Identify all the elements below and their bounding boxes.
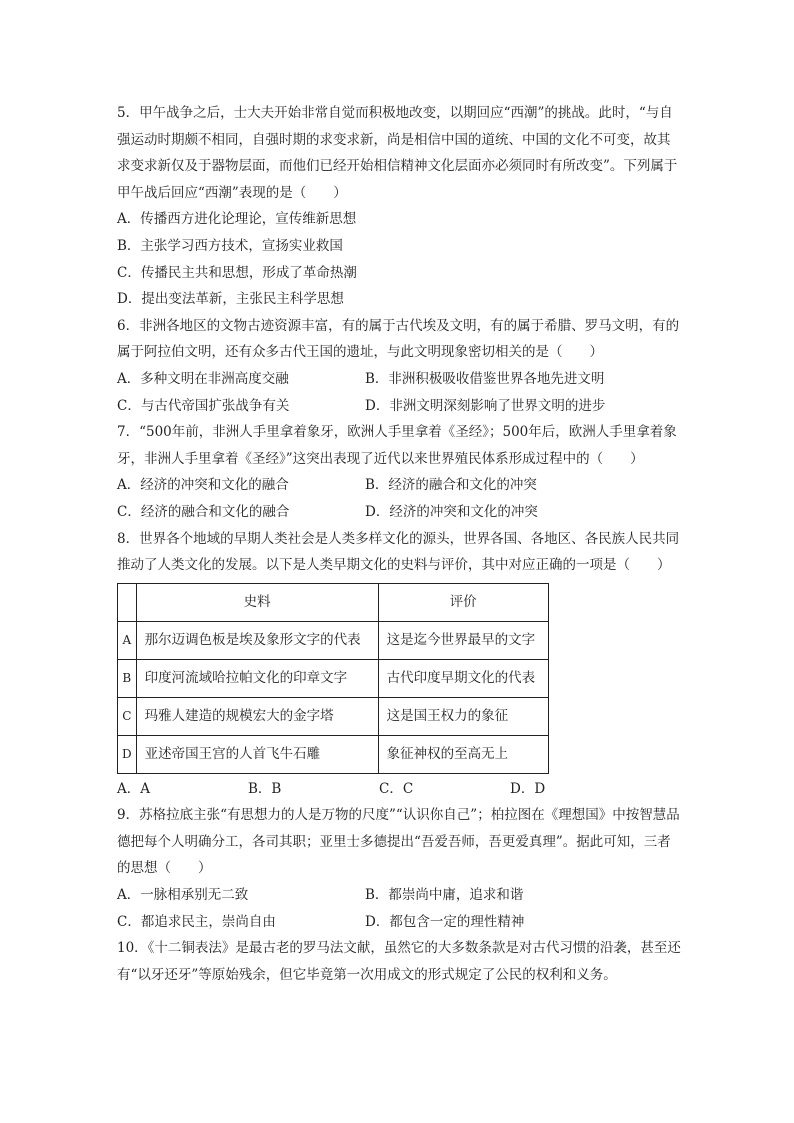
question-5-option-a: A．传播西方进化论理论，宣传维新思想	[117, 211, 357, 228]
table-row-comment: 象征神权的至高无上	[378, 735, 548, 773]
question-8-options-row	[117, 776, 683, 803]
question-7-stem: 7．“500年前，非洲人手里拿着象牙，欧洲人手里拿着《圣经》；500年后，欧洲人手里拿着象牙，非洲人手里拿着《圣经》”这突出表现了近代以来世界殖民体系形成过程中的（ ）	[117, 424, 677, 467]
question-6-option-c: C．与古代帝国扩张战争有关	[117, 397, 290, 414]
table-row-source: 那尔迈调色板是埃及象形文字的代表	[136, 621, 378, 659]
question-9-option-d: D．都包含一定的理性精神	[365, 913, 525, 930]
table-header-comment: 评价	[378, 583, 548, 621]
question-5-option-c: C．传播民主共和思想，形成了革命热潮	[117, 264, 357, 281]
question-7-option-d: D．经济的冲突和文化的冲突	[365, 503, 538, 520]
question-6-options-row-1	[117, 366, 683, 393]
question-6-stem: 6．非洲各地区的文物古迹资源丰富，有的属于古代埃及文明，有的属于希腊、罗马文明，有的属于阿拉伯文明，还有众多古代王国的遗址，与此文明现象密切相关的是（ ）	[117, 317, 680, 361]
question-8-stem: 8．世界各个地域的早期人类社会是人类多样文化的源头，世界各国、各地区、各民族人民共同推动了人类文化的发展。以下是人类早期文化的史料与评价，其中对应正确的一项是（ ）	[117, 530, 680, 574]
table-header-source: 史料	[136, 583, 378, 621]
table-header-row	[118, 583, 549, 621]
table-row-letter: A	[118, 621, 137, 659]
table-row-source: 印度河流域哈拉帕文化的印章文字	[136, 659, 378, 697]
question-6-options-row-2	[117, 393, 683, 420]
table-row-letter: C	[118, 697, 137, 735]
question-9-options-row-1	[117, 882, 683, 909]
table-row	[118, 697, 549, 735]
question-9-option-a: A．一脉相承别无二致	[117, 887, 249, 904]
exam-page	[117, 100, 683, 988]
question-8-option-d: D．D	[510, 780, 546, 797]
question-10-stem: 10．《十二铜表法》是最古老的罗马法文献，虽然它的大多数条款是对古代习惯的沿袭，甚至还有“以牙还牙”等原始残余，但它毕竟第一次用成文的形式规定了公民的权利和义务。	[117, 940, 681, 983]
question-9-option-c: C．都追求民主，崇尚自由	[117, 913, 276, 930]
question-7-options-row-1	[117, 472, 683, 499]
table-row-letter: D	[118, 735, 137, 773]
question-8-option-b: B．B	[248, 780, 282, 797]
question-8-option-c: C．C	[379, 780, 414, 797]
question-6-option-d: D．非洲文明深刻影响了世界文明的进步	[365, 397, 606, 414]
question-9-options-row-2	[117, 909, 683, 936]
question-5-option-b: B．主张学习西方技术，宣扬实业救国	[117, 237, 343, 254]
table-row-comment: 这是国王权力的象征	[378, 697, 548, 735]
question-9-option-b: B．都崇尚中庸，追求和谐	[365, 887, 524, 904]
table-row-source: 玛雅人建造的规模宏大的金字塔	[136, 697, 378, 735]
table-row	[118, 621, 549, 659]
question-6-option-b: B．非洲积极吸收借鉴世界各地先进文明	[365, 370, 605, 387]
table-row-letter: B	[118, 659, 137, 697]
table-row-comment: 这是迄今世界最早的文字	[378, 621, 548, 659]
table-header-blank	[118, 583, 137, 621]
question-8-option-a: A．A	[117, 780, 150, 797]
question-9-stem: 9．苏格拉底主张“有思想力的人是万物的尺度”“认识你自己”；柏拉图在《理想国》中按智慧品德把每个人明确分工，各司其职；亚里士多德提出“吾爱吾师，吾更爱真理”。据此可知，三者的思想（ ）	[117, 807, 680, 877]
question-8-table	[117, 583, 549, 774]
question-7-options-row-2	[117, 499, 683, 526]
question-6-option-a: A．多种文明在非洲高度交融	[117, 370, 289, 387]
question-5-stem: 5．甲午战争之后，士大夫开始非常自觉而积极地改变，以期回应“西潮”的挑战。此时，“与自强运动时期颇不相同，自强时期的求变求新，尚是相信中国的道统、中国的文化不可变，故其求变求新仅及于器物层面，而他们已经开始相信精神文化层面亦必须同时有所改变”。下列属于甲午战后回应“西潮”表现的是（ ）	[117, 105, 678, 201]
table-row-source: 亚述帝国王宫的人首飞牛石雕	[136, 735, 378, 773]
question-7-option-b: B．经济的融合和文化的冲突	[365, 477, 537, 494]
table-row-comment: 古代印度早期文化的代表	[378, 659, 548, 697]
table-row	[118, 735, 549, 773]
table-row	[118, 659, 549, 697]
question-7-option-a: A．经济的冲突和文化的融合	[117, 477, 289, 494]
question-5-option-d: D．提出变法革新，主张民主科学思想	[117, 291, 344, 308]
question-7-option-c: C．经济的融合和文化的融合	[117, 503, 290, 520]
